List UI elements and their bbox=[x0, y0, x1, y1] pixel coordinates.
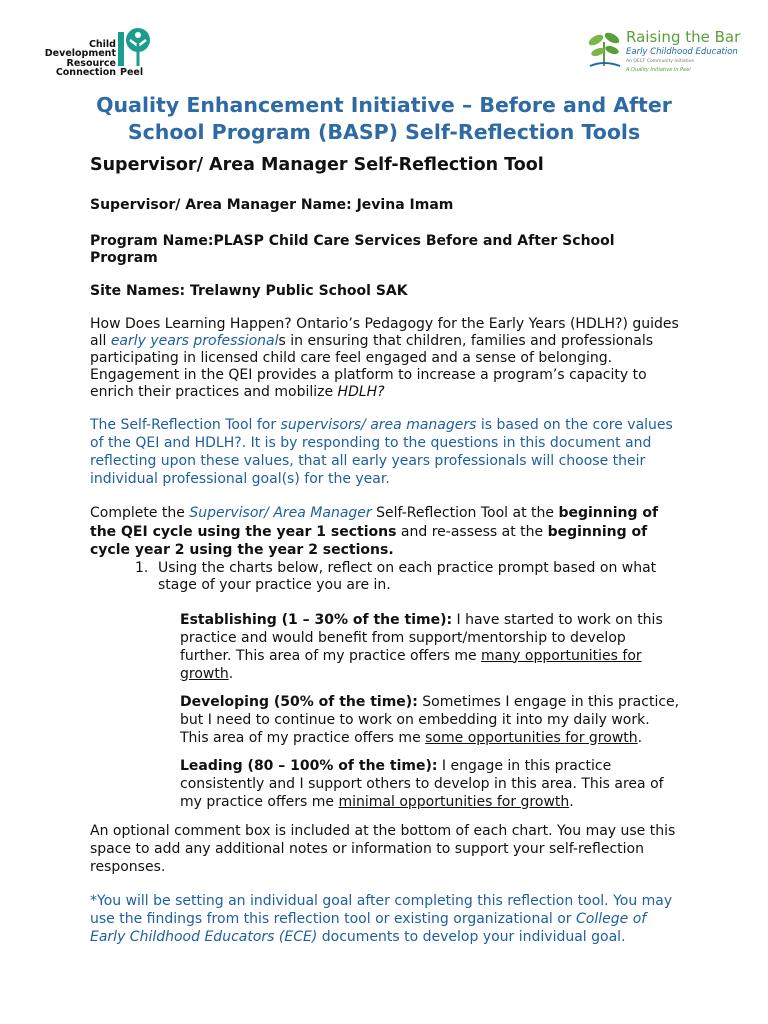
document-title: Quality Enhancement Initiative – Before and After School Program (BASP) Self-Reflection Tools bbox=[96, 93, 672, 144]
early-years-professional-link: early years professional bbox=[110, 333, 279, 349]
document-body bbox=[90, 154, 680, 946]
cdrc-peel-logo bbox=[40, 26, 165, 80]
level-leading: Leading (80 – 100% of the time): I engage in this practice consistently and I support others to develop in this area. This area of my practice offers me minimal opportunities for growth. bbox=[180, 757, 664, 810]
intro-paragraph: How Does Learning Happen? Ontario’s Pedagogy for the Early Years (HDLH?) guides all early years professionals in ensuring that children, families and professionals participating in licensed child care feel engaged and a sense of belonging. Engagement in the QEI provides a platform to increase a program’s capacity to enrich their practices and mobilize HDLH? bbox=[90, 316, 679, 400]
list-number: 1. bbox=[135, 559, 149, 576]
person-figure-icon bbox=[118, 26, 152, 66]
logo-title: Raising the Bar bbox=[626, 28, 741, 46]
level-establishing: Establishing (1 – 30% of the time): I have started to work on this practice and would benefit from support/mentorship to develop further. This area of my practice offers me many opportunities for growth. bbox=[180, 611, 663, 682]
list-item bbox=[90, 560, 680, 594]
list-text: Using the charts below, reflect on each practice prompt based on what stage of your practice you are in. bbox=[158, 559, 657, 593]
site-names-field: Site Names: Trelawny Public School SAK bbox=[90, 283, 408, 299]
individual-goal-paragraph: *You will be setting an individual goal after completing this reflection tool. You may use the findings from this reflection tool or existing organizational or College of Early Childhood Educators (ECE) documents to develop your individual goal. bbox=[90, 892, 673, 945]
program-name-field: Program Name:PLASP Child Care Services Before and After School Program bbox=[90, 233, 615, 266]
self-reflection-paragraph: The Self-Reflection Tool for supervisors/ area managers is based on the core values of the QEI and HDLH?. It is by responding to the questions in this document and reflecting upon these values, that all early years professionals will choose their individual professional goal(s) for the year. bbox=[90, 417, 673, 487]
optional-comment-paragraph: An optional comment box is included at the bottom of each chart. You may use this space to add any additional notes or information to support your self-reflection responses. bbox=[90, 822, 676, 875]
tool-heading: Supervisor/ Area Manager Self-Reflection Tool bbox=[90, 155, 544, 175]
logo-peel: Peel bbox=[120, 67, 144, 78]
complete-instructions: Complete the Supervisor/ Area Manager Self-Reflection Tool at the beginning of the QEI cycle using the year 1 sections and re-assess at the beginning of cycle year 2 using the year 2 sections. bbox=[90, 505, 659, 558]
logo-small-text: An QECF Community Initiative bbox=[626, 59, 695, 64]
level-developing: Developing (50% of the time): Sometimes I engage in this practice, but I need to continue to work on embedding it into my daily work. This area of my practice offers me some opportunities for growth. bbox=[180, 693, 680, 746]
manager-name-field: Supervisor/ Area Manager Name: Jevina Imam bbox=[90, 197, 454, 213]
logo-text: Child Development Resource Connection bbox=[44, 39, 116, 79]
sprout-icon bbox=[586, 28, 624, 68]
raising-the-bar-logo bbox=[586, 26, 741, 78]
logo-subtitle: Early Childhood Education bbox=[626, 47, 738, 57]
logo-tagline: A Quality Initiative in Peel bbox=[626, 67, 691, 73]
